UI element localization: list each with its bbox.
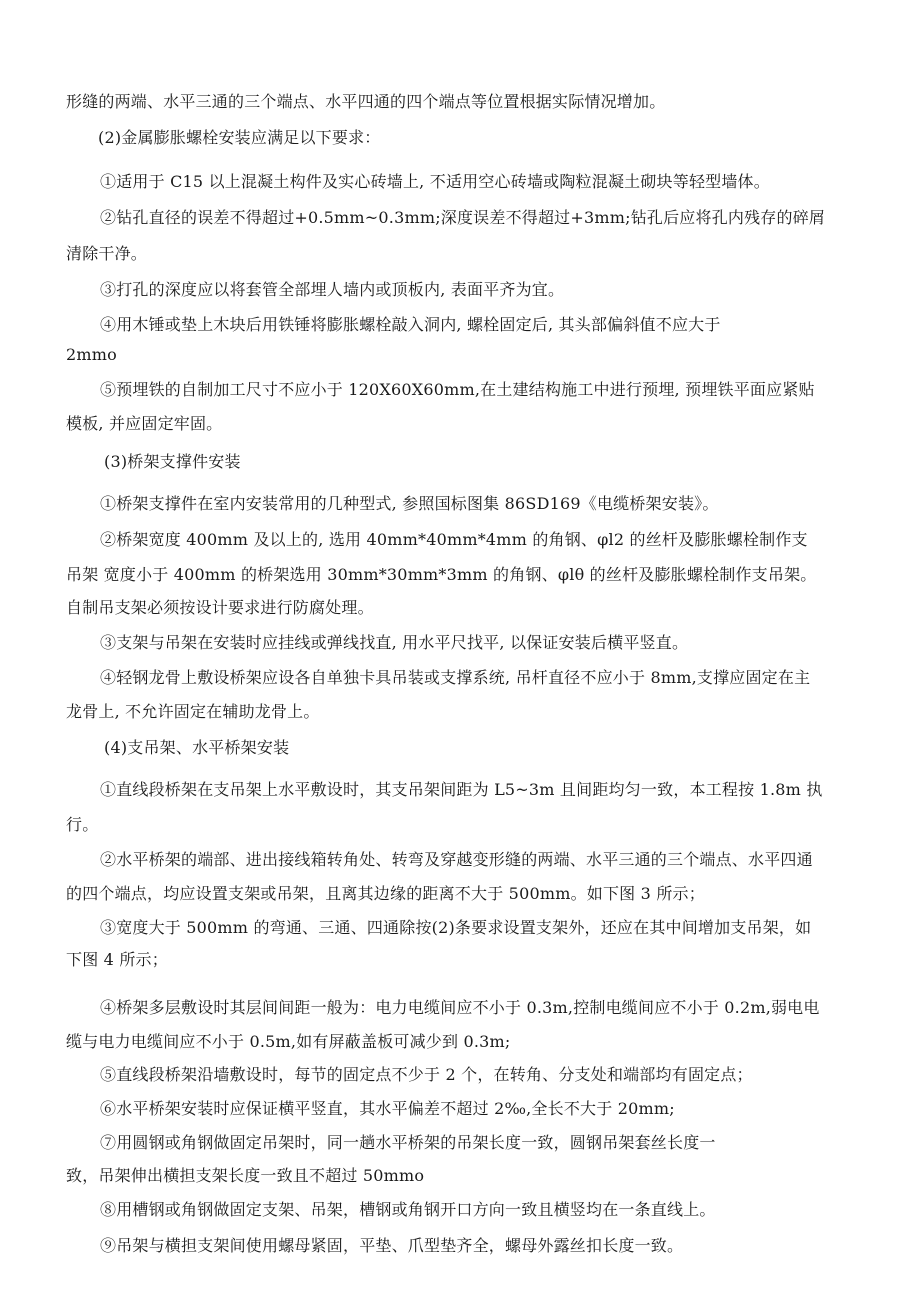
text-line: ②钻孔直径的误差不得超过+0.5mm~0.3mm;深度误差不得超过+3mm;钻孔后应将孔内残存的碎屑	[100, 208, 826, 227]
text-line: 致，吊架伸出横担支架长度一致且不超过 50mmo	[66, 1166, 425, 1185]
text-line: ③支架与吊架在安装时应挂线或弹线找直, 用水平尺找平, 以保证安装后横平竖直。	[100, 633, 689, 652]
text-line: ②水平桥架的端部、进出接线箱转角处、转弯及穿越变形缝的两端、水平三通的三个端点、水平四通	[100, 850, 813, 869]
text-line: 行。	[66, 815, 99, 834]
text-line: ③宽度大于 500mm 的弯通、三通、四通除按(2)条要求设置支架外，还应在其中间增加支吊架，如	[100, 918, 812, 937]
text-line: ①直线段桥架在支吊架上水平敷设时，其支吊架间距为 L5~3m 且间距均匀一致，本工程按 1.8m 执	[100, 780, 823, 799]
text-line: ⑨吊架与横担支架间使用螺母紧固，平垫、爪型垫齐全，螺母外露丝扣长度一致。	[100, 1236, 684, 1255]
text-line: 吊架 宽度小于 400mm 的桥架选用 30mm*30mm*3mm 的角钢、φlθ 的丝杆及膨胀螺栓制作支吊架。	[66, 565, 817, 584]
text-line: 下图 4 所示；	[66, 950, 168, 969]
text-line: 的四个端点，均应设置支架或吊架，且离其边缘的距离不大于 500mm。如下图 3 所示；	[66, 884, 705, 903]
section-heading-4: (4)支吊架、水平桥架安装	[104, 738, 290, 757]
text-line: 清除干净。	[66, 244, 148, 263]
section-heading-3: (3)桥架支撑件安装	[104, 452, 241, 471]
text-line: 龙骨上, 不允许固定在辅助龙骨上。	[66, 702, 320, 721]
text-line: ⑤直线段桥架沿墙敷设时，每节的固定点不少于 2 个，在转角、分支处和端部均有固定点；	[100, 1065, 753, 1084]
text-line: 自制吊支架必须按设计要求进行防腐处理。	[66, 598, 374, 617]
text-line: ⑧用槽钢或角钢做固定支架、吊架，槽钢或角钢开口方向一致且横竖均在一条直线上。	[100, 1200, 716, 1219]
text-line: ④桥架多层敷设时其层间间距一般为：电力电缆间应不小于 0.3m,控制电缆间应不小于 0.2m,弱电电	[100, 998, 820, 1017]
text-line: ②桥架宽度 400mm 及以上的, 选用 40mm*40mm*4mm 的角钢、φl2 的丝杆及膨胀螺栓制作支	[100, 530, 808, 549]
text-line: ⑥水平桥架安装时应保证横平竖直，其水平偏差不超过 2‰,全长不大于 20mm;	[100, 1099, 675, 1118]
text-line: 2mmo	[66, 345, 117, 364]
text-line: ⑦用圆钢或角钢做固定吊架时，同一趟水平桥架的吊架长度一致，圆钢吊架套丝长度一	[100, 1133, 716, 1152]
text-line: 形缝的两端、水平三通的三个端点、水平四通的四个端点等位置根据实际情况增加。	[66, 92, 666, 111]
text-line: ④用木锤或垫上木块后用铁锤将膨胀螺栓敲入洞内, 螺栓固定后, 其头部偏斜值不应大于	[100, 315, 721, 334]
text-line: ⑤预埋铁的自制加工尺寸不应小于 120X60X60mm,在土建结构施工中进行预埋, 预埋铁平面应紧贴	[100, 380, 815, 399]
text-line: ①适用于 C15 以上混凝土构件及实心砖墙上, 不适用空心砖墙或陶粒混凝土砌块等轻型墙体。	[100, 172, 770, 191]
text-line: 缆与电力电缆间应不小于 0.5m,如有屏蔽盖板可减少到 0.3m;	[66, 1032, 511, 1051]
text-line: 模板, 并应固定牢固。	[66, 414, 223, 433]
text-line: ④轻钢龙骨上敷设桥架应设各自单独卡具吊装或支撑系统, 吊杆直径不应小于 8mm,支撑应固定在主	[100, 668, 811, 687]
text-line: ③打孔的深度应以将套管全部埋人墙内或顶板内, 表面平齐为宜。	[100, 280, 565, 299]
section-heading-2: (2)金属膨胀螺栓安装应满足以下要求：	[98, 128, 381, 147]
text-line: ①桥架支撑件在室内安装常用的几种型式, 参照国标图集 86SD169《电缆桥架安装》。	[100, 494, 719, 513]
